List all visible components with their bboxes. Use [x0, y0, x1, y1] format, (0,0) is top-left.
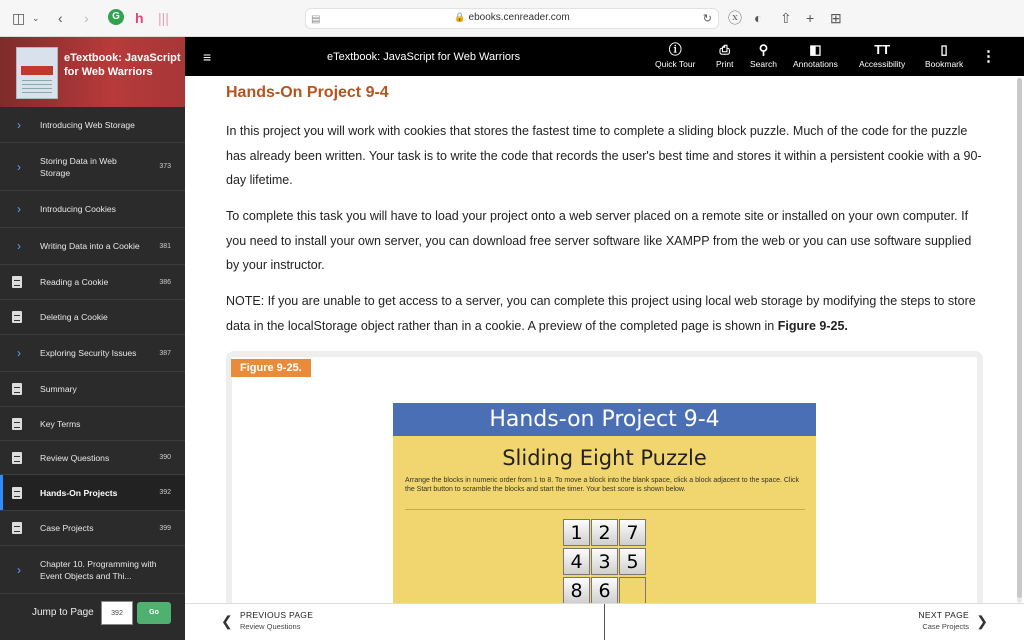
bookmark-label: Bookmark	[925, 59, 964, 69]
figure-9-25	[226, 351, 983, 603]
extension-icon[interactable]: |||	[158, 10, 169, 26]
browser-toolbar	[0, 0, 1024, 37]
go-button[interactable]: Go	[137, 602, 171, 624]
toc-item-label: Review Questions	[40, 452, 110, 463]
annotations-label: Annotations	[793, 59, 838, 69]
paragraph-1: In this project you will work with cookies that stores the fastest time to complete a sliding block puzzle. Much of the code for the puzzle has already been written. Your task is to write the code that records the user's best time and stores it within a persistent cookie with a 90-day lifetime.	[226, 124, 982, 187]
puzzle-subtitle: Sliding Eight Puzzle	[502, 446, 707, 470]
toc-item-label: Case Projects	[40, 523, 94, 533]
search-icon: ⚲	[758, 42, 769, 57]
toc-item-label: Introducing Web Storage	[40, 119, 135, 130]
chevron-right-icon: ›	[17, 117, 21, 132]
chevron-right-icon[interactable]: ❯	[976, 613, 988, 629]
document-icon	[12, 418, 22, 430]
address-bar[interactable]	[305, 8, 719, 29]
toc-item-page: 386	[159, 278, 171, 286]
previous-page-button[interactable]	[240, 610, 313, 631]
toc-item-page: 387	[159, 349, 171, 357]
previous-page-title: Review Questions	[240, 622, 301, 631]
document-icon	[12, 383, 22, 395]
content-scrollbar[interactable]	[1017, 78, 1022, 603]
toc-item-storing-data[interactable]	[0, 143, 185, 191]
toc-item-label: Hands-On Projects	[40, 487, 118, 498]
accessibility-label: Accessibility	[859, 59, 906, 69]
toc-item-page: 390	[159, 454, 171, 461]
document-icon	[12, 452, 22, 464]
annotations-icon: ◧	[809, 42, 822, 57]
collapse-menu-icon[interactable]: ≡	[203, 49, 212, 65]
toc-item-label: Exploring Security Issues	[40, 348, 137, 358]
text-size-icon: TT	[874, 42, 891, 57]
print-label: Print	[716, 59, 734, 69]
puzzle-preview-image	[393, 403, 816, 603]
toc-item-chapter-10[interactable]	[0, 546, 185, 594]
chevron-right-icon: ›	[17, 159, 21, 174]
puzzle-blank-tile	[619, 577, 646, 603]
toc-item-key-terms[interactable]	[0, 407, 185, 441]
toc-item-case-projects[interactable]	[0, 511, 185, 546]
toc-item-summary[interactable]	[0, 372, 185, 407]
bookmark-icon: ▯	[940, 42, 948, 57]
toc-item-label: Storing Data in Web Storage	[40, 155, 117, 178]
puzzle-tile: 2	[591, 519, 618, 546]
toc-list	[0, 107, 185, 594]
print-button[interactable]	[716, 42, 733, 69]
next-page-title: Case Projects	[922, 622, 969, 631]
toc-item-page: 373	[159, 163, 171, 170]
paragraph-2: To complete this task you will have to load your project onto a web server placed on a remote site or installed on your own computer. If you need to install your own server, you can download free server software like XAMPP from the web or you can use software supplied by your instructor.	[226, 209, 972, 272]
divider	[405, 509, 805, 510]
sidebar-toggle-icon[interactable]: ◫	[12, 10, 26, 26]
toc-item-introducing-web-storage[interactable]	[0, 107, 185, 143]
puzzle-tile: 5	[619, 548, 646, 575]
jump-to-page-label: Jump to Page	[32, 607, 94, 618]
quick-tour-button[interactable]	[655, 42, 695, 69]
search-button[interactable]	[750, 42, 777, 69]
hypothesis-extension-icon[interactable]: h	[135, 10, 144, 26]
reader-toolbar	[185, 37, 1024, 76]
privacy-shield-icon[interactable]: ◐	[754, 10, 763, 26]
puzzle-tile: 6	[591, 577, 618, 603]
download-icon[interactable]: ⓧ	[728, 10, 742, 26]
previous-page-label: PREVIOUS PAGE	[240, 610, 314, 620]
toc-item-deleting-cookie[interactable]	[0, 300, 185, 335]
toc-item-writing-cookie[interactable]	[0, 228, 185, 265]
back-icon[interactable]: ‹	[58, 10, 63, 26]
search-label: Search	[750, 59, 777, 69]
document-icon	[12, 311, 22, 323]
printer-icon: ⎙	[719, 42, 730, 57]
reload-icon[interactable]: ↻	[702, 13, 712, 25]
page-heading: Hands-On Project 9-4	[226, 84, 389, 101]
puzzle-tile: 3	[591, 548, 618, 575]
puzzle-band-title: Hands-on Project 9-4	[393, 403, 816, 436]
help-icon: ⓘ	[668, 42, 682, 57]
page-navigation	[185, 603, 1024, 640]
quick-tour-label: Quick Tour	[655, 59, 696, 69]
divider	[604, 604, 605, 640]
toc-item-label: Introducing Cookies	[40, 204, 116, 214]
toc-item-page: 399	[159, 524, 171, 532]
puzzle-tile: 8	[563, 577, 590, 603]
toc-item-page: 392	[159, 489, 171, 496]
forward-icon[interactable]: ›	[84, 10, 89, 26]
chevron-right-icon: ›	[17, 346, 21, 360]
reader-content	[185, 76, 1024, 603]
document-icon	[12, 487, 22, 499]
chevron-right-icon: ›	[17, 202, 21, 216]
puzzle-tile: 1	[563, 519, 590, 546]
scrollbar-thumb[interactable]	[1017, 78, 1022, 598]
chevron-right-icon: ›	[17, 239, 21, 253]
lock-icon: 🔒	[454, 12, 466, 22]
next-page-button[interactable]	[918, 610, 969, 631]
jump-page-input[interactable]	[101, 601, 133, 625]
toolbar-title: eTextbook: JavaScript for Web Warriors	[327, 51, 521, 63]
puzzle-tile: 7	[619, 519, 646, 546]
paragraph-3-text: NOTE: If you are unable to get access to a server, you can complete this project using local web storage by modifying the steps to store data in the localStorage object rather than in a cookie. A preview of the completed page is shown in	[226, 294, 976, 333]
toc-item-label: Reading a Cookie	[40, 277, 109, 287]
puzzle-tile: 4	[563, 548, 590, 575]
bookmark-button[interactable]	[925, 42, 963, 69]
toc-item-reading-cookie[interactable]	[0, 265, 185, 300]
toc-item-label: Writing Data into a Cookie	[40, 241, 140, 251]
toc-item-security-issues[interactable]	[0, 335, 185, 372]
book-title: eTextbook: JavaScript for Web Warriors	[64, 52, 181, 78]
next-page-label: NEXT PAGE	[918, 610, 969, 620]
chevron-left-icon[interactable]: ❮	[221, 613, 233, 629]
annotations-button[interactable]	[793, 42, 838, 69]
url-text: ebooks.cenreader.com	[468, 12, 570, 23]
figure-reference-link[interactable]: Figure 9-25.	[777, 318, 848, 333]
tab-overview-icon[interactable]: ⊞	[830, 10, 842, 26]
jump-to-page	[0, 592, 185, 640]
book-cover-image	[16, 47, 58, 99]
toc-item-label: Chapter 10. Programming with Event Objects and Thi...	[40, 558, 157, 581]
toc-item-page: 381	[159, 242, 171, 250]
document-icon	[12, 522, 22, 534]
figure-label: Figure 9-25.	[231, 359, 311, 377]
toc-item-introducing-cookies[interactable]	[0, 191, 185, 228]
grammarly-extension-icon[interactable]: G	[108, 9, 124, 25]
page-icon: ▤	[311, 14, 321, 25]
new-tab-icon[interactable]: +	[806, 10, 815, 26]
document-icon	[12, 276, 22, 288]
toc-item-review-questions[interactable]	[0, 441, 185, 475]
toc-item-label: Key Terms	[40, 418, 81, 429]
puzzle-instructions: Arrange the blocks in numeric order from 1 to 8. To move a block into the blank space, click a block adjacent to the space. Click the Start button to scramble the blocks and start the timer. Your best score is shown below.	[405, 477, 800, 493]
share-icon[interactable]: ⇧	[780, 10, 792, 26]
toc-item-label: Deleting a Cookie	[40, 312, 108, 322]
accessibility-button[interactable]	[859, 42, 905, 69]
toc-item-label: Summary	[40, 384, 77, 394]
toc-item-hands-on-projects[interactable]	[0, 475, 185, 511]
table-of-contents-sidebar	[0, 37, 185, 640]
more-options-icon[interactable]: ⋮	[981, 48, 996, 65]
paragraph-3	[226, 289, 986, 338]
chevron-right-icon: ›	[17, 562, 21, 577]
chevron-down-icon[interactable]: ⌄	[32, 13, 40, 23]
book-header[interactable]	[0, 37, 185, 107]
